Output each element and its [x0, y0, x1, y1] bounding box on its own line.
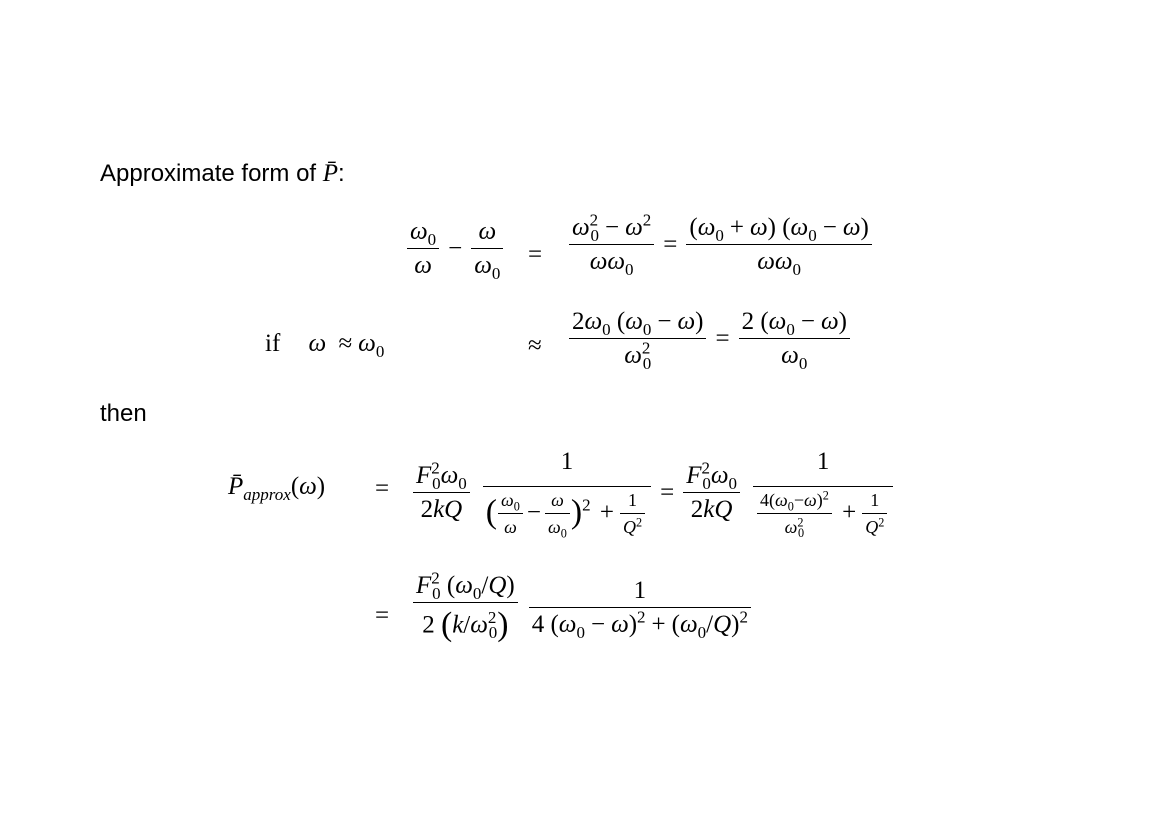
condition: if $\omega \approx \omega_0$ — [265, 330, 385, 361]
fraction: $\frac{\omega_0}{\omega}$ — [407, 218, 439, 280]
equation-row-1: $\frac{\omega_0}{\omega}$ − $\frac{\omega}{\omega_0}$ — [404, 218, 506, 280]
fraction: 1 $\frac{4(\omega_0-\omega)^2}{\omega^2_0}$ + $\frac{1}{Q^2}$ — [753, 448, 893, 538]
p-bar-symbol: P̄ — [322, 160, 339, 187]
fraction: $\frac{2\omega_0 (\omega_0 - \omega)}{\omega^2_0}$ — [569, 308, 706, 370]
equation-row-3-rhs: $\frac{F^2_0\omega_0}{2kQ}$ 1 ( $\frac{\omega_0}{\omega}$ − $\frac{\omega}{\omega_0}$ )$^2$ + $\frac{1}{Q^2}$ = $\frac{F^2_0\omega_0}{2kQ}$ 1 $\frac{4(\omega_0-\omega)^2}{\omega^2_0}$ + $\frac{1}{Q^2}$ — [410, 448, 896, 538]
equals-sign: = — [528, 241, 543, 268]
equals-sign: = — [375, 475, 390, 502]
p-approx-lhs: $P̄_{approx}(\omega)$ — [228, 473, 326, 504]
then-label: then — [100, 400, 147, 427]
fraction: 1 ( $\frac{\omega_0}{\omega}$ − $\frac{\omega}{\omega_0}$ )$^2$ + $\frac{1}{Q^2}$ — [483, 448, 651, 538]
approx-sign: ≈ — [528, 332, 542, 359]
fraction: $\frac{F^2_0\omega_0}{2kQ}$ — [413, 462, 470, 524]
fraction: $\frac{F^2_0\omega_0}{2kQ}$ — [683, 462, 740, 524]
fraction: $\frac{(\omega_0 + \omega) (\omega_0 - \omega)}{\omega\omega_0}$ — [686, 214, 871, 276]
heading-text: Approximate form of — [100, 160, 317, 187]
fraction: $\frac{\omega^2_0 - \omega^2}{\omega\omega_0}$ — [569, 214, 654, 276]
fraction: $\frac{F^2_0 (\omega_0/Q)}{2 (k/\omega^2_0)}$ — [413, 572, 518, 644]
fraction: $\frac{2 (\omega_0 - \omega)}{\omega_0}$ — [739, 308, 850, 370]
fraction: $\frac{\omega}{\omega_0}$ — [471, 218, 503, 280]
heading: Approximate form of P̄: — [100, 160, 345, 187]
if-label: if — [265, 330, 281, 357]
fraction: $\frac{1}{4 (\omega_0 - \omega)^2 + (\omega_0/Q)^2}$ — [529, 577, 751, 639]
equation-row-1-rhs: $\frac{\omega^2_0 - \omega^2}{\omega\omega_0}$ = $\frac{(\omega_0 + \omega) (\omega_0 - \omega)}{\omega\omega_0}$ — [566, 214, 875, 276]
equation-row-2-rhs: $\frac{2\omega_0 (\omega_0 - \omega)}{\omega^2_0}$ = $\frac{2 (\omega_0 - \omega)}{\omega_0}$ — [566, 308, 853, 370]
equals-sign: = — [375, 602, 390, 629]
equation-row-4-rhs — [410, 568, 754, 644]
